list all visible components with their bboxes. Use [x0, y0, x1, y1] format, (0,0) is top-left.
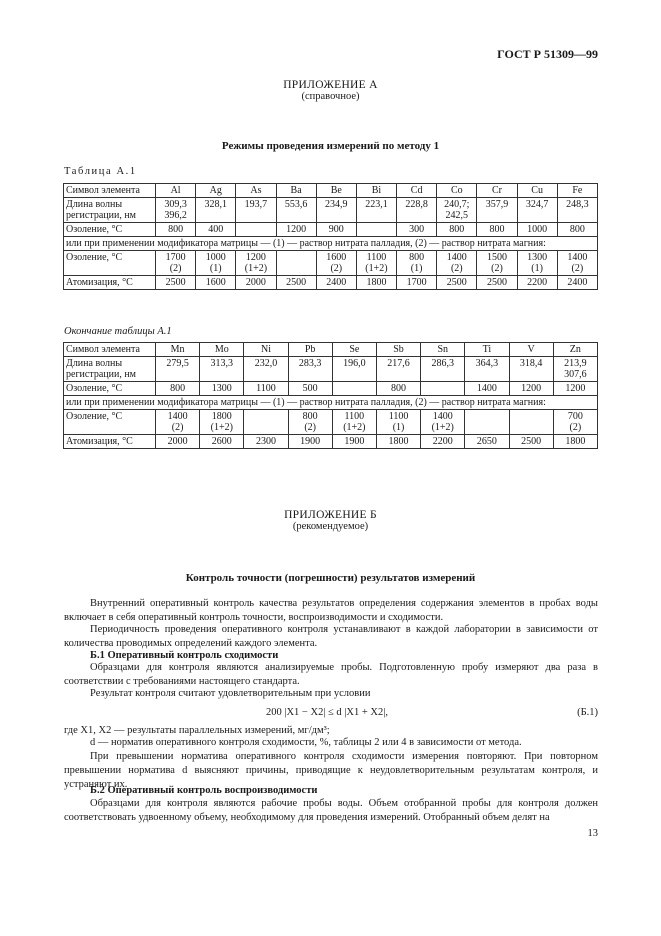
paragraph-b1-condition: Результат контроля считают удовлетворительным при условии	[90, 688, 371, 699]
cell-ashing-mod: 1300 (1)	[517, 251, 557, 276]
cell-wavelength: 283,3	[288, 357, 332, 382]
cell-atomization: 1800	[376, 435, 420, 449]
page-number: 13	[587, 828, 598, 839]
cell-ashing: 400	[196, 223, 236, 237]
cell-ashing: 800	[557, 223, 597, 237]
cell-header: Ba	[276, 184, 316, 198]
cell-header: Be	[316, 184, 356, 198]
paragraph-b2-samples: Образцами для контроля являются рабочие пробы воды. Объем отобранной пробы для контроля должен соответствовать удвоенному объему, необходимому для проведения измерений. Отобранный объем делят на	[64, 798, 598, 823]
cell-atomization: 2400	[316, 276, 356, 290]
cell-wavelength: 196,0	[332, 357, 376, 382]
formula-expression: 200 |X1 − X2| ≤ d |X1 + X2|,	[266, 707, 388, 718]
appendix-b-subtitle: (рекомендуемое)	[292, 521, 369, 532]
cell-ashing-mod: 800 (2)	[288, 410, 332, 435]
cell-atomization: 1600	[196, 276, 236, 290]
cell-wavelength: 324,7	[517, 198, 557, 223]
cell-atomization: 2650	[465, 435, 509, 449]
cell-wavelength: 248,3	[557, 198, 597, 223]
section-b1-title: Б.1 Оперативный контроль сходимости	[90, 650, 279, 661]
cell-ashing: 500	[288, 382, 332, 396]
cell-atomization: 1900	[332, 435, 376, 449]
cell-ashing-mod: 1100 (1+2)	[332, 410, 376, 435]
cell-wavelength: 286,3	[421, 357, 465, 382]
cell-wavelength: 234,9	[316, 198, 356, 223]
cell-ashing-mod: 1400 (2)	[437, 251, 477, 276]
cell-ashing-mod: 700 (2)	[553, 410, 597, 435]
cell-wavelength: 313,3	[200, 357, 244, 382]
cell-header: As	[236, 184, 276, 198]
cell-ashing: 1200	[276, 223, 316, 237]
cell-atomization: 2500	[437, 276, 477, 290]
appendix-a-subtitle: (справочное)	[301, 91, 360, 102]
appendix-a-heading: Режимы проведения измерений по методу 1	[221, 140, 440, 152]
appendix-b-heading: Контроль точности (погрешности) результатов измерений	[185, 572, 476, 584]
cell-atomization: 2500	[477, 276, 517, 290]
cell-wavelength: 309,3 396,2	[156, 198, 196, 223]
table-row-ashing-mod	[64, 251, 598, 276]
cell-ashing-mod	[509, 410, 553, 435]
appendix-b-title: ПРИЛОЖЕНИЕ Б	[284, 509, 377, 521]
table-row-note	[64, 396, 598, 410]
cell-ashing-mod: 1100 (1+2)	[356, 251, 396, 276]
cell-header: Sb	[376, 343, 420, 357]
cell-header: Co	[437, 184, 477, 198]
cell-wavelength: 318,4	[509, 357, 553, 382]
cell-ashing	[332, 382, 376, 396]
cell-ashing: 1300	[200, 382, 244, 396]
row-label-ashing-mod: Озоление, °С	[64, 251, 156, 276]
cell-wavelength: 279,5	[156, 357, 200, 382]
paragraph-intro: Внутренний оперативный контроль качества результатов определения содержания элементов в пробах воды включает в себя оперативный контроль точности, воспроизводимости и сходимости.	[64, 598, 598, 623]
modifier-note-cell: или при применении модификатора матрицы — (1) — раствор нитрата палладия, (2) — раствор нитрата магния:	[64, 396, 598, 410]
table-row-ashing	[64, 223, 598, 237]
cell-wavelength: 213,9 307,6	[553, 357, 597, 382]
cell-atomization: 2600	[200, 435, 244, 449]
row-label-wavelength: Длина волны регистрации, нм	[64, 198, 156, 223]
cell-atomization: 1700	[397, 276, 437, 290]
cell-ashing-mod: 1400 (1+2)	[421, 410, 465, 435]
cell-ashing	[421, 382, 465, 396]
cell-ashing: 1100	[244, 382, 288, 396]
cell-ashing: 900	[316, 223, 356, 237]
modifier-note-cell: или при применении модификатора матрицы — (1) — раствор нитрата палладия, (2) — раствор нитрата магния:	[64, 237, 598, 251]
row-label-wavelength: Длина волны регистрации, нм	[64, 357, 156, 382]
table-row-atomization	[64, 276, 598, 290]
paragraph-b1-exceed: При превышении норматива оперативного контроля сходимости измерения повторяют. При повторном превышении норматива d выясняют причины, приводящие к неудовлетворительным результатам контроля, и устраняют их.	[64, 751, 598, 790]
table1-caption: Таблица А.1	[64, 166, 137, 177]
where-line-1: где X1, X2 — результаты параллельных измерений, мг/дм³;	[64, 725, 330, 736]
row-label-ashing: Озоление, °С	[64, 382, 156, 396]
cell-wavelength: 328,1	[196, 198, 236, 223]
cell-ashing-mod	[244, 410, 288, 435]
cell-ashing	[356, 223, 396, 237]
paragraph-b1-samples: Образцами для контроля являются анализируемые пробы. Подготовленную пробу измеряют два раза в соответствии с требованиями настоящего стандарта.	[64, 662, 598, 687]
cell-atomization: 2000	[236, 276, 276, 290]
cell-ashing: 800	[376, 382, 420, 396]
cell-ashing: 1000	[517, 223, 557, 237]
table-a1-continued	[63, 342, 598, 449]
cell-atomization: 1800	[356, 276, 396, 290]
cell-header: Ti	[465, 343, 509, 357]
row-label-atomization: Атомизация, °С	[64, 276, 156, 290]
cell-header: V	[509, 343, 553, 357]
row-label-header: Символ элемента	[64, 343, 156, 357]
cell-ashing: 1400	[465, 382, 509, 396]
cell-ashing-mod: 1800 (1+2)	[200, 410, 244, 435]
table-a1	[63, 183, 598, 290]
cell-ashing-mod: 1200 (1+2)	[236, 251, 276, 276]
cell-ashing: 800	[477, 223, 517, 237]
paragraph-periodicity: Периодичность проведения оперативного контроля устанавливают в каждой лаборатории в зависимости от количества проводимых определений каждого элемента.	[64, 624, 598, 649]
row-label-ashing-mod: Озоление, °С	[64, 410, 156, 435]
cell-header: Sn	[421, 343, 465, 357]
cell-header: Ag	[196, 184, 236, 198]
cell-ashing-mod: 1500 (2)	[477, 251, 517, 276]
row-label-ashing: Озоление, °С	[64, 223, 156, 237]
cell-ashing-mod: 1400 (2)	[557, 251, 597, 276]
cell-ashing: 800	[437, 223, 477, 237]
cell-header: Fe	[557, 184, 597, 198]
row-label-header: Символ элемента	[64, 184, 156, 198]
table-row-note	[64, 237, 598, 251]
cell-wavelength: 553,6	[276, 198, 316, 223]
cell-wavelength: 240,7; 242,5	[437, 198, 477, 223]
cell-ashing-mod: 1700 (2)	[156, 251, 196, 276]
cell-header: Zn	[553, 343, 597, 357]
cell-ashing: 1200	[509, 382, 553, 396]
cell-header: Ni	[244, 343, 288, 357]
cell-header: Se	[332, 343, 376, 357]
table-row-header	[64, 343, 598, 357]
cell-atomization: 2400	[557, 276, 597, 290]
cell-atomization: 2000	[156, 435, 200, 449]
cell-ashing-mod: 1400 (2)	[156, 410, 200, 435]
cell-atomization: 2500	[156, 276, 196, 290]
appendix-a-title: ПРИЛОЖЕНИЕ А	[283, 79, 378, 91]
cell-header: Al	[156, 184, 196, 198]
table-row-atomization	[64, 435, 598, 449]
cell-wavelength: 223,1	[356, 198, 396, 223]
cell-ashing-mod	[276, 251, 316, 276]
table-row-ashing	[64, 382, 598, 396]
cell-atomization: 2500	[509, 435, 553, 449]
cell-ashing: 800	[156, 382, 200, 396]
cell-ashing-mod: 1000 (1)	[196, 251, 236, 276]
cell-header: Bi	[356, 184, 396, 198]
cell-ashing: 300	[397, 223, 437, 237]
cell-ashing-mod	[465, 410, 509, 435]
cell-ashing-mod: 1100 (1)	[376, 410, 420, 435]
cell-atomization: 2200	[421, 435, 465, 449]
table-row-ashing-mod	[64, 410, 598, 435]
cell-header: Mn	[156, 343, 200, 357]
cell-header: Cr	[477, 184, 517, 198]
cell-ashing: 1200	[553, 382, 597, 396]
cell-atomization: 1900	[288, 435, 332, 449]
row-label-atomization: Атомизация, °С	[64, 435, 156, 449]
table-row-header	[64, 184, 598, 198]
cell-wavelength: 232,0	[244, 357, 288, 382]
cell-header: Cd	[397, 184, 437, 198]
cell-atomization: 2200	[517, 276, 557, 290]
table-row-wavelength	[64, 357, 598, 382]
section-b2-title: Б.2 Оперативный контроль воспроизводимости	[90, 785, 318, 796]
cell-wavelength: 364,3	[465, 357, 509, 382]
cell-wavelength: 217,6	[376, 357, 420, 382]
table-row-wavelength	[64, 198, 598, 223]
cell-wavelength: 193,7	[236, 198, 276, 223]
cell-header: Mo	[200, 343, 244, 357]
formula-number: (Б.1)	[577, 707, 598, 718]
cell-header: Pb	[288, 343, 332, 357]
where-line-2: d — норматив оперативного контроля сходимости, %, таблицы 2 или 4 в зависимости от метода.	[90, 737, 522, 748]
cell-atomization: 2500	[276, 276, 316, 290]
cell-header: Cu	[517, 184, 557, 198]
cell-ashing	[236, 223, 276, 237]
cell-ashing-mod: 1600 (2)	[316, 251, 356, 276]
document-code: ГОСТ Р 51309—99	[497, 47, 598, 61]
cell-wavelength: 228,8	[397, 198, 437, 223]
cell-atomization: 1800	[553, 435, 597, 449]
table2-caption: Окончание таблицы А.1	[64, 326, 172, 337]
cell-atomization: 2300	[244, 435, 288, 449]
cell-wavelength: 357,9	[477, 198, 517, 223]
cell-ashing: 800	[156, 223, 196, 237]
cell-ashing-mod: 800 (1)	[397, 251, 437, 276]
